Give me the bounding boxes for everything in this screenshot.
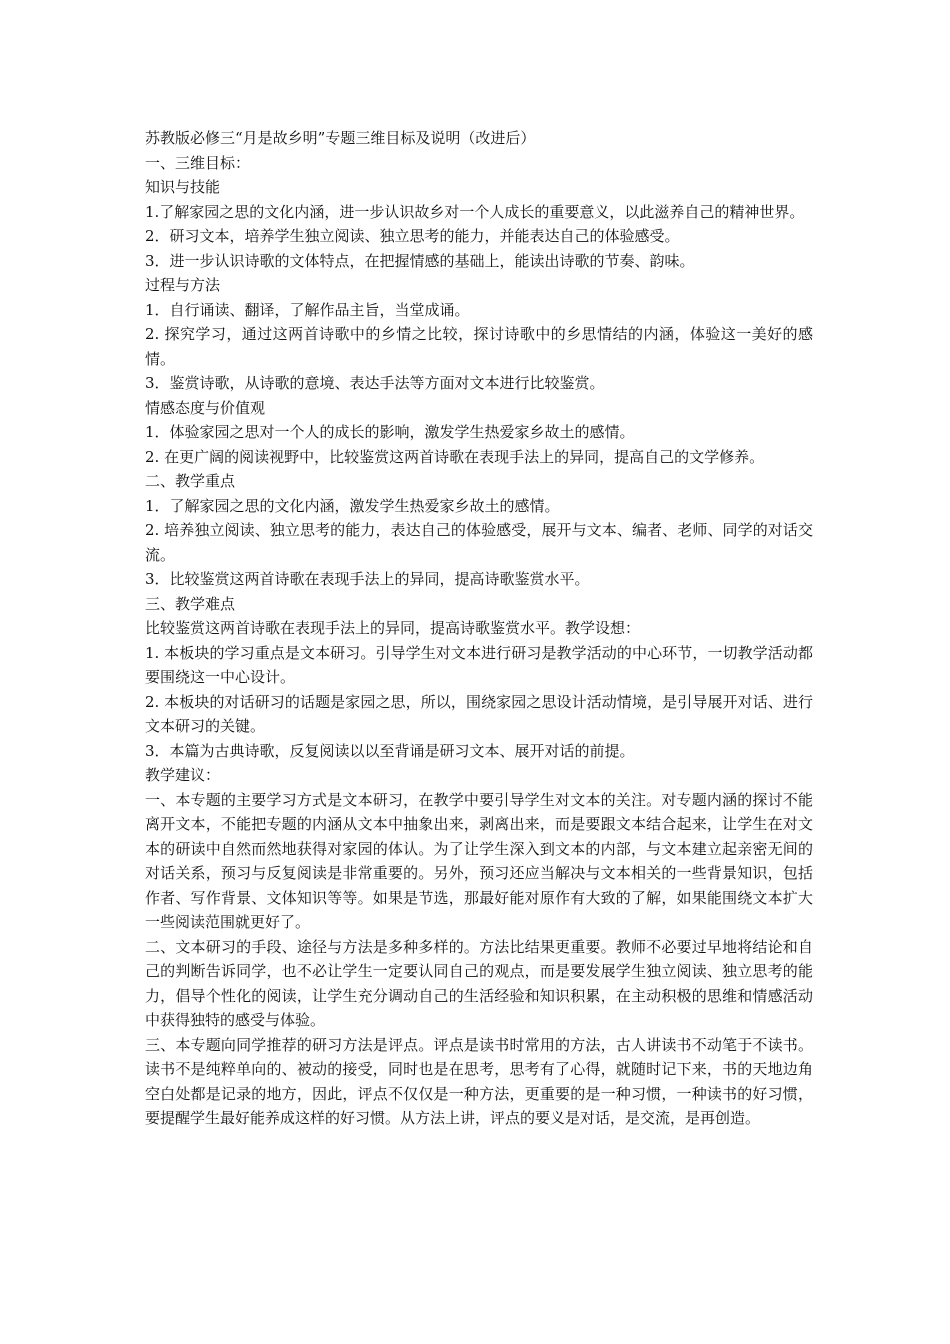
list-item: 2. 在更广阔的阅读视野中，比较鉴赏这两首诗歌在表现手法上的异同，提高自己的文学修养。 [145,447,765,466]
list-item: 2. 探究学习，通过这两首诗歌中的乡情之比较，探讨诗歌中的乡思情结的内涵，体验这一美好的感情。 [145,325,813,368]
list-item: 1.了解家园之思的文化内涵，进一步认识故乡对一个人成长的重要意义，以此滋养自己的精神世界。 [145,202,805,221]
list-item: 3．进一步认识诗歌的文体特点，在把握情感的基础上，能读出诗歌的节奏、韵味。 [145,251,695,270]
document-page [145,126,813,1131]
list-item: 3．鉴赏诗歌，从诗歌的意境、表达手法等方面对文本进行比较鉴赏。 [145,374,605,392]
difficulty-text: 比较鉴赏这两首诗歌在表现手法上的异同，提高诗歌鉴赏水平。教学设想： [145,619,641,637]
suggestion-paragraph: 二、文本研习的手段、途径与方法是多种多样的。方法比结果更重要。教师不必要过早地将结论和自己的判断告诉同学，也不必让学生一定要认同自己的观点，而是要发展学生独立阅读、独立思考的能力，倡导个性化的阅读，让学生充分调动自己的生活经验和知识积累，在主动积极的思维和情感活动中获得独特的感受与体验。 [145,937,813,1029]
subheading-knowledge: 知识与技能 [145,178,221,196]
list-item: 1. 本板块的学习重点是文本研习。引导学生对文本进行研习是教学活动的中心环节，一切教学活动都要围绕这一中心设计。 [145,643,813,686]
section-heading-suggestions: 教学建议： [145,766,221,784]
section-heading-difficulties: 三、教学难点 [145,594,236,613]
list-item: 1．了解家园之思的文化内涵，激发学生热爱家乡故土的感情。 [145,496,560,515]
list-item: 3．本篇为古典诗歌，反复阅读以以至背诵是研习文本、展开对话的前提。 [145,741,635,760]
list-item: 2. 培养独立阅读、独立思考的能力，表达自己的体验感受，展开与文本、编者、老师、同学的对话交流。 [145,521,813,564]
suggestion-paragraph: 一、本专题的主要学习方式是文本研习，在教学中要引导学生对文本的关注。对专题内涵的探讨不能离开文本，不能把专题的内涵从文本中抽象出来，剥离出来，而是要跟文本结合起来，让学生在对文本的研读中自然而然地获得对家园的体认。为了让学生深入到文本的内部，与文本建立起亲密无间的对话关系，预习与反复阅读是非常重要的。另外，预习还应当解决与文本相关的一些背景知识，包括作者、写作背景、文体知识等等。如果是节选，那最好能对原作有大致的了解，如果能围绕文本扩大一些阅读范围就更好了。 [145,790,813,931]
list-item: 1．自行诵读、翻译，了解作品主旨，当堂成诵。 [145,300,470,319]
list-item: 1．体验家园之思对一个人的成长的影响，激发学生热爱家乡故土的感情。 [145,423,635,441]
document-title: 苏教版必修三“月是故乡明”专题三维目标及说明（改进后） [145,129,536,147]
subheading-emotion: 情感态度与价值观 [145,398,266,417]
section-heading-key-points: 二、教学重点 [145,472,236,490]
list-item: 3．比较鉴赏这两首诗歌在表现手法上的异同，提高诗歌鉴赏水平。 [145,570,590,588]
section-heading-objectives: 一、三维目标： [145,153,251,172]
subheading-process: 过程与方法 [145,276,221,294]
suggestion-paragraph: 三、本专题向同学推荐的研习方法是评点。评点是读书时常用的方法，古人讲读书不动笔于不读书。读书不是纯粹单向的、被动的接受，同时也是在思考，思考有了心得，就随时记下来，书的天地边角空白处都是记录的地方，因此，评点不仅仅是一种方法，更重要的是一种习惯，一种读书的好习惯，要提醒学生最好能养成这样的好习惯。从方法上讲，评点的要义是对话，是交流，是再创造。 [145,1035,813,1127]
list-item: 2. 本板块的对话研习的话题是家园之思，所以，围绕家园之思设计活动情境，是引导展开对话、进行文本研习的关键。 [145,692,813,735]
list-item: 2．研习文本，培养学生独立阅读、独立思考的能力，并能表达自己的体验感受。 [145,227,680,245]
